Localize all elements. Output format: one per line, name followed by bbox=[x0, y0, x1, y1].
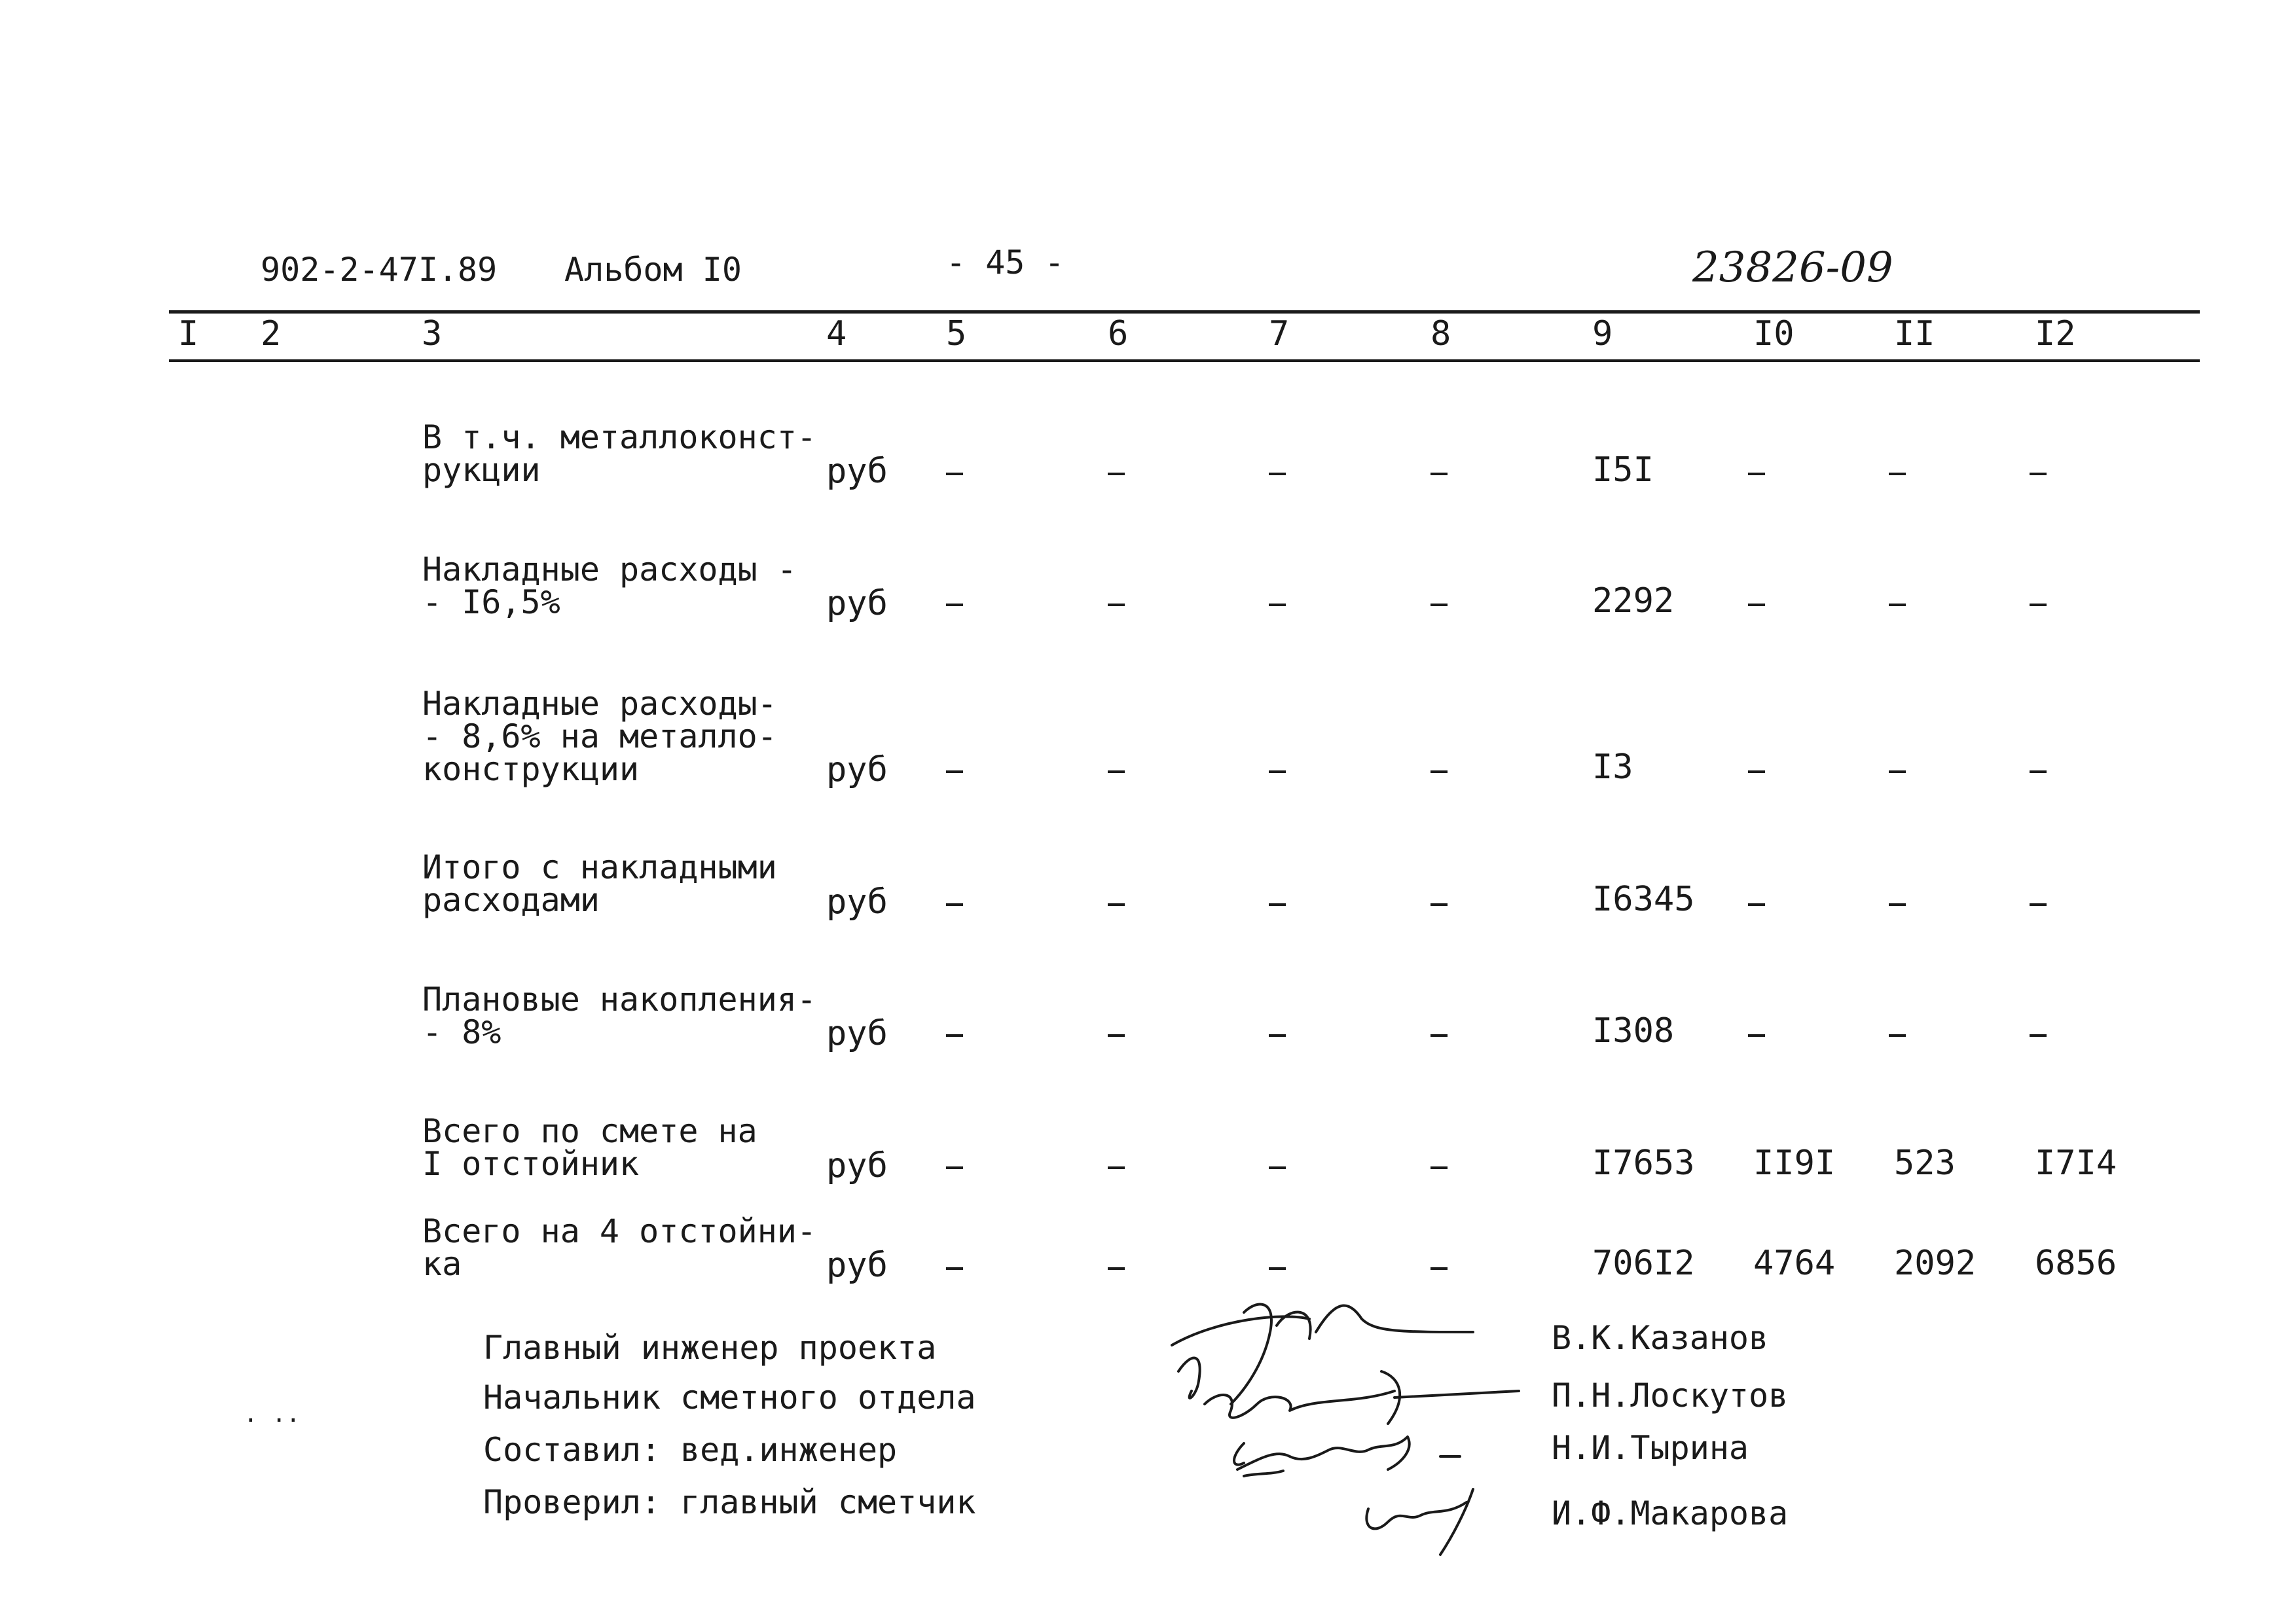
empty-cell-dash bbox=[1108, 1166, 1125, 1169]
empty-cell-dash bbox=[1430, 770, 1448, 773]
row-unit: руб bbox=[826, 882, 888, 922]
empty-cell-dash bbox=[2030, 604, 2047, 606]
cell-col9: I3 bbox=[1592, 748, 1633, 787]
table-header-rule bbox=[169, 359, 2200, 362]
handwritten-signatures bbox=[1165, 1293, 1558, 1568]
column-number-10: I0 bbox=[1753, 314, 1795, 353]
archive-number: 23826-09 bbox=[1692, 244, 1893, 292]
cell-col9: 2292 bbox=[1592, 581, 1675, 621]
column-number-2: 2 bbox=[261, 314, 282, 353]
empty-cell-dash bbox=[1269, 473, 1286, 475]
column-number-9: 9 bbox=[1592, 314, 1613, 353]
empty-cell-dash bbox=[2030, 1034, 2047, 1037]
empty-cell-dash bbox=[946, 903, 963, 906]
empty-cell-dash bbox=[1108, 770, 1125, 773]
empty-cell-dash bbox=[1748, 903, 1765, 906]
cell-col9: I6345 bbox=[1592, 880, 1695, 919]
empty-cell-dash bbox=[1430, 1034, 1448, 1037]
column-number-6: 6 bbox=[1108, 314, 1129, 353]
empty-cell-dash bbox=[1748, 604, 1765, 606]
empty-cell-dash bbox=[1889, 604, 1906, 606]
stray-mark: . .. bbox=[244, 1401, 301, 1428]
column-number-1: I bbox=[178, 314, 199, 353]
row-unit: руб bbox=[826, 452, 888, 491]
empty-cell-dash bbox=[1108, 1267, 1125, 1270]
row-description: Итого с накладными расходами bbox=[422, 848, 777, 919]
empty-cell-dash bbox=[2030, 473, 2047, 475]
row-unit: руб bbox=[826, 750, 888, 789]
cell-col12: I7I4 bbox=[2035, 1144, 2117, 1183]
empty-cell-dash bbox=[946, 604, 963, 606]
empty-cell-dash bbox=[1430, 903, 1448, 906]
cell-col9: 706I2 bbox=[1592, 1244, 1695, 1283]
empty-cell-dash bbox=[1889, 1034, 1906, 1037]
document-number: 902-2-47I.89 bbox=[261, 251, 498, 289]
empty-cell-dash bbox=[1269, 1034, 1286, 1037]
empty-cell-dash bbox=[1108, 604, 1125, 606]
signature-name: П.Н.Лоскутов bbox=[1552, 1377, 1789, 1415]
empty-cell-dash bbox=[1430, 1166, 1448, 1169]
column-number-8: 8 bbox=[1430, 314, 1451, 353]
empty-cell-dash bbox=[1269, 1267, 1286, 1270]
column-number-4: 4 bbox=[826, 314, 847, 353]
empty-cell-dash bbox=[1108, 473, 1125, 475]
page-number: - 45 - bbox=[946, 244, 1065, 281]
empty-cell-dash bbox=[1108, 1034, 1125, 1037]
cell-col11: 523 bbox=[1894, 1144, 1956, 1183]
empty-cell-dash bbox=[1430, 1267, 1448, 1270]
row-description: Накладные расходы- - 8,6% на металло- конструкции bbox=[422, 685, 777, 788]
empty-cell-dash bbox=[1430, 604, 1448, 606]
row-unit: руб bbox=[826, 584, 888, 623]
signature-name: Н.И.Тырина bbox=[1552, 1429, 1749, 1467]
signature-name: И.Ф.Макарова bbox=[1552, 1494, 1789, 1532]
empty-cell-dash bbox=[1889, 473, 1906, 475]
column-number-11: II bbox=[1894, 314, 1935, 353]
empty-cell-dash bbox=[1748, 473, 1765, 475]
empty-cell-dash bbox=[1269, 903, 1286, 906]
signature-role: Главный инженер проекта bbox=[483, 1329, 937, 1367]
empty-cell-dash bbox=[2030, 903, 2047, 906]
signature-role: Проверил: главный сметчик bbox=[483, 1483, 976, 1521]
table-top-rule bbox=[169, 310, 2200, 314]
empty-cell-dash bbox=[1748, 770, 1765, 773]
signature-name: В.К.Казанов bbox=[1552, 1319, 1769, 1357]
empty-cell-dash bbox=[1889, 770, 1906, 773]
cell-col12: 6856 bbox=[2035, 1244, 2117, 1283]
empty-cell-dash bbox=[1269, 604, 1286, 606]
album-label: Альбом I0 bbox=[564, 251, 742, 289]
empty-cell-dash bbox=[2030, 770, 2047, 773]
empty-cell-dash bbox=[946, 1034, 963, 1037]
row-unit: руб bbox=[826, 1014, 888, 1053]
row-description: Плановые накопления- - 8% bbox=[422, 981, 817, 1051]
empty-cell-dash bbox=[1430, 473, 1448, 475]
column-number-7: 7 bbox=[1269, 314, 1290, 353]
row-description: Накладные расходы - - I6,5% bbox=[422, 550, 797, 621]
row-unit: руб bbox=[826, 1146, 888, 1185]
empty-cell-dash bbox=[946, 1267, 963, 1270]
empty-cell-dash bbox=[946, 473, 963, 475]
cell-col9: I5I bbox=[1592, 450, 1654, 490]
empty-cell-dash bbox=[946, 770, 963, 773]
column-number-12: I2 bbox=[2035, 314, 2076, 353]
row-description: В т.ч. металлоконст- рукции bbox=[422, 418, 817, 489]
cell-col9: I7653 bbox=[1592, 1144, 1695, 1183]
signature-role: Составил: вед.инженер bbox=[483, 1431, 898, 1469]
empty-cell-dash bbox=[1748, 1034, 1765, 1037]
empty-cell-dash bbox=[1108, 903, 1125, 906]
cell-col10: 4764 bbox=[1753, 1244, 1836, 1283]
row-description: Всего по смете на I отстойник bbox=[422, 1112, 757, 1183]
signature-role: Начальник сметного отдела bbox=[483, 1379, 976, 1416]
empty-cell-dash bbox=[1269, 1166, 1286, 1169]
cell-col11: 2092 bbox=[1894, 1244, 1977, 1283]
empty-cell-dash bbox=[1889, 903, 1906, 906]
column-number-3: 3 bbox=[422, 314, 443, 353]
empty-cell-dash bbox=[1269, 770, 1286, 773]
empty-cell-dash bbox=[946, 1166, 963, 1169]
cell-col10: II9I bbox=[1753, 1144, 1836, 1183]
column-number-5: 5 bbox=[946, 314, 967, 353]
row-unit: руб bbox=[826, 1246, 888, 1285]
row-description: Всего на 4 отстойни- ка bbox=[422, 1212, 817, 1283]
cell-col9: I308 bbox=[1592, 1011, 1675, 1051]
